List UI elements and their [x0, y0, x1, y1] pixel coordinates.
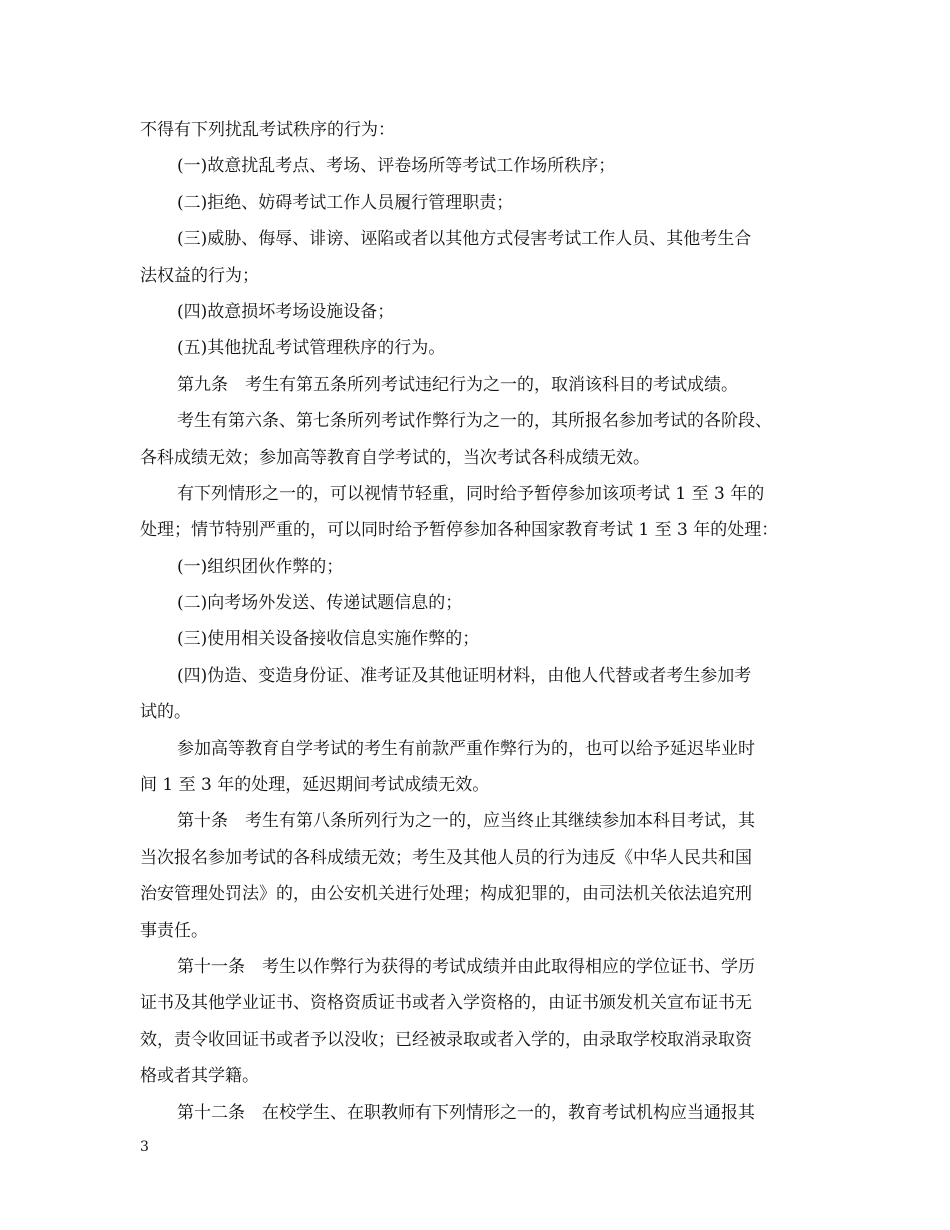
text-line: 参加高等教育自学考试的考生有前款严重作弊行为的，也可以给予延迟毕业时: [177, 738, 755, 759]
text-line: 事责任。: [140, 920, 208, 941]
text-line: 当次报名参加考试的各科成绩无效；考生及其他人员的行为违反《中华人民共和国: [140, 847, 752, 868]
text-line: 效，责令收回证书或者予以没收；已经被录取或者入学的，由录取学校取消录取资: [140, 1029, 752, 1050]
text-line: (二)向考场外发送、传递试题信息的；: [177, 593, 463, 614]
text-line: 处理；情节特别严重的，可以同时给予暂停参加各种国家教育考试 1 至 3 年的处理：: [140, 520, 779, 541]
text-line: (一)故意扰乱考点、考场、评卷场所等考试工作场所秩序；: [177, 156, 616, 177]
text-line: 第九条 考生有第五条所列考试违纪行为之一的，取消该科目的考试成绩。: [177, 374, 738, 395]
text-line: 不得有下列扰乱考试秩序的行为：: [140, 120, 395, 140]
text-line: (一)组织团伙作弊的；: [177, 556, 344, 577]
text-line: 各科成绩无效；参加高等教育自学考试的，当次考试各科成绩无效。: [140, 447, 650, 468]
text-line: 第十二条 在校学生、在职教师有下列情形之一的，教育考试机构应当通报其: [177, 1102, 755, 1123]
text-line: 格或者其学籍。: [140, 1066, 259, 1087]
text-line: (二)拒绝、妨碍考试工作人员履行管理职责；: [177, 192, 514, 213]
page-number: 3: [140, 1139, 149, 1155]
text-line: 有下列情形之一的，可以视情节轻重，同时给予暂停参加该项考试 1 至 3 年的: [177, 483, 765, 504]
text-line: (三)威胁、侮辱、诽谤、诬陷或者以其他方式侵害考试工作人员、其他考生合: [177, 229, 752, 250]
text-line: (四)故意损坏考场设施设备；: [177, 301, 395, 322]
text-line: 第十条 考生有第八条所列行为之一的，应当终止其继续参加本科目考试，其: [177, 811, 755, 832]
text-line: (五)其他扰乱考试管理秩序的行为。: [177, 338, 446, 359]
text-line: 证书及其他学业证书、资格资质证书或者入学资格的，由证书颁发机关宣布证书无: [140, 993, 752, 1014]
text-line: 治安管理处罚法》的，由公安机关进行处理；构成犯罪的，由司法机关依法追究刑: [140, 884, 752, 905]
text-line: (三)使用相关设备接收信息实施作弊的；: [177, 629, 480, 650]
text-line: 第十一条 考生以作弊行为获得的考试成绩并由此取得相应的学位证书、学历: [177, 956, 755, 977]
document-body: [140, 112, 812, 1131]
text-line: (四)伪造、变造身份证、准考证及其他证明材料，由他人代替或者考生参加考: [177, 665, 752, 686]
text-line: 间 1 至 3 年的处理，延迟期间考试成绩无效。: [140, 775, 490, 796]
text-line: 法权益的行为；: [140, 265, 259, 286]
text-line: 考生有第六条、第七条所列考试作弊行为之一的，其所报名参加考试的各阶段、: [177, 411, 772, 432]
text-line: 试的。: [140, 702, 191, 723]
